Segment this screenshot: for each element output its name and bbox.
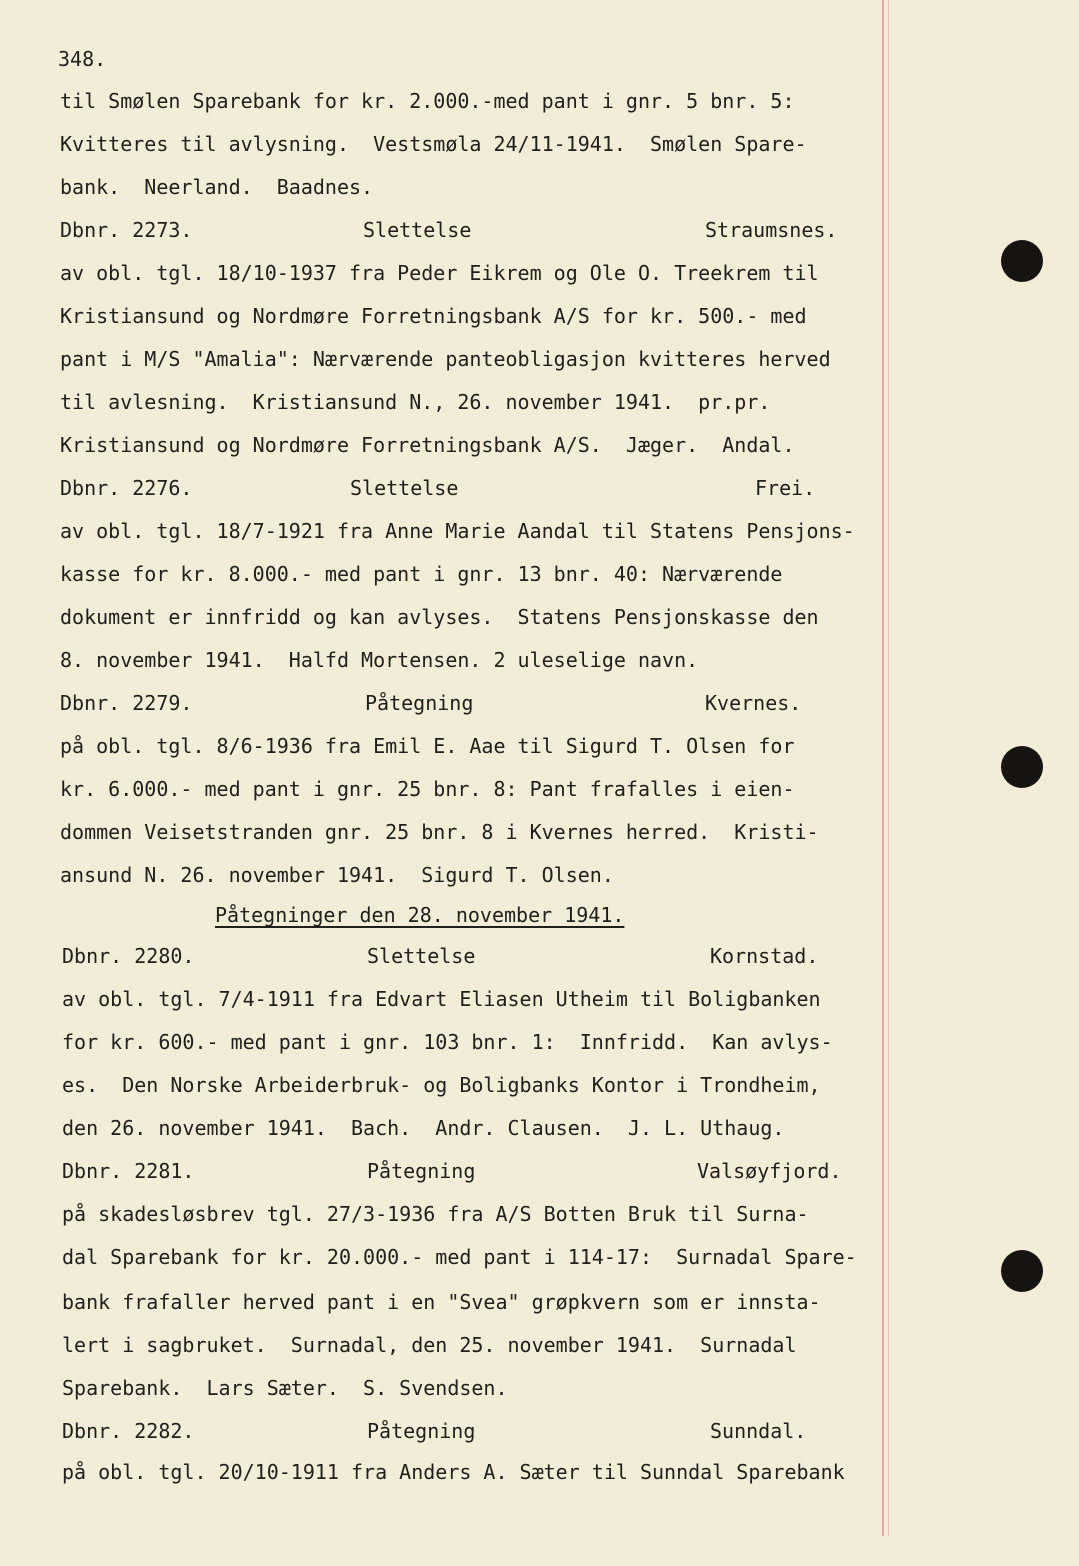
punch-hole (1001, 746, 1043, 788)
line-text: Kristiansund og Nordmøre Forretningsbank A/S for kr. 500.- med (60, 304, 807, 328)
page-number: 348. (58, 47, 107, 71)
line-text: av obl. tgl. 18/7-1921 fra Anne Marie Aandal til Statens Pensjons- (60, 519, 855, 543)
text-line (0, 1070, 880, 1100)
line-text: kr. 6.000.- med pant i gnr. 25 bnr. 8: Pant frafalles i eien- (60, 777, 795, 801)
line-text: Kvitteres til avlysning. Vestsmøla 24/11-1941. Smølen Spare- (60, 132, 807, 156)
text-line (0, 774, 880, 804)
line-text: til avlesning. Kristiansund N., 26. november 1941. pr.pr. (60, 390, 771, 414)
document-number: Dbnr. 2282. (62, 1419, 195, 1443)
entry-place: Sunndal. (710, 1419, 807, 1443)
section-title: Påtegninger den 28. november 1941. (215, 903, 625, 927)
line-text: bank. Neerland. Baadnes. (60, 175, 374, 199)
line-text: av obl. tgl. 7/4-1911 fra Edvart Eliasen Utheim til Boligbanken (62, 987, 821, 1011)
entry-heading (0, 688, 880, 718)
text-line (0, 344, 880, 374)
line-text: Sparebank. Lars Sæter. S. Svendsen. (62, 1376, 508, 1400)
text-line (0, 1287, 880, 1317)
entry-place: Valsøyfjord. (697, 1159, 842, 1183)
entry-heading (0, 1416, 880, 1446)
margin-rule (882, 0, 884, 1536)
line-text: på skadesløsbrev tgl. 27/3-1936 fra A/S Botten Bruk til Surna- (62, 1202, 809, 1226)
text-line (0, 731, 880, 761)
text-line (0, 430, 880, 460)
text-line (0, 602, 880, 632)
punch-hole (1001, 240, 1043, 282)
text-line (0, 817, 880, 847)
text-line (0, 129, 880, 159)
text-line (0, 1242, 880, 1272)
text-line (0, 172, 880, 202)
line-text: dommen Veisetstranden gnr. 25 bnr. 8 i Kvernes herred. Kristi- (60, 820, 819, 844)
entry-type: Påtegning (367, 1419, 476, 1443)
line-text: es. Den Norske Arbeiderbruk- og Boligbanks Kontor i Trondheim, (62, 1073, 821, 1097)
text-line (0, 1113, 880, 1143)
entry-heading (0, 941, 880, 971)
entry-heading (0, 1156, 880, 1186)
page-number-line (0, 44, 880, 74)
line-text: pant i M/S "Amalia": Nærværende panteobligasjon kvitteres herved (60, 347, 831, 371)
line-text: ansund N. 26. november 1941. Sigurd T. Olsen. (60, 863, 614, 887)
text-line (0, 559, 880, 589)
entry-place: Kvernes. (705, 691, 802, 715)
entry-place: Kornstad. (710, 944, 819, 968)
line-text: lert i sagbruket. Surnadal, den 25. november 1941. Surnadal (62, 1333, 797, 1357)
line-text: dokument er innfridd og kan avlyses. Statens Pensjonskasse den (60, 605, 819, 629)
text-line (0, 645, 880, 675)
entry-type: Slettelse (367, 944, 476, 968)
line-text: bank frafaller herved pant i en "Svea" grøpkvern som er innsta- (62, 1290, 821, 1314)
line-text: den 26. november 1941. Bach. Andr. Clausen. J. L. Uthaug. (62, 1116, 785, 1140)
line-text: til Smølen Sparebank for kr. 2.000.-med pant i gnr. 5 bnr. 5: (60, 89, 795, 113)
text-line (0, 387, 880, 417)
document-number: Dbnr. 2279. (60, 691, 193, 715)
text-line (0, 1027, 880, 1057)
section-title-line (0, 900, 880, 930)
line-text: av obl. tgl. 18/10-1937 fra Peder Eikrem og Ole O. Treekrem til (60, 261, 819, 285)
entry-place: Straumsnes. (705, 218, 838, 242)
margin-rule-secondary (888, 0, 889, 1536)
entry-type: Slettelse (350, 476, 459, 500)
line-text: for kr. 600.- med pant i gnr. 103 bnr. 1: Innfridd. Kan avlys- (62, 1030, 833, 1054)
text-line (0, 1199, 880, 1229)
line-text: Kristiansund og Nordmøre Forretningsbank A/S. Jæger. Andal. (60, 433, 795, 457)
line-text: på obl. tgl. 20/10-1911 fra Anders A. Sæter til Sunndal Sparebank (62, 1460, 845, 1484)
line-text: kasse for kr. 8.000.- med pant i gnr. 13 bnr. 40: Nærværende (60, 562, 783, 586)
text-line (0, 860, 880, 890)
text-line (0, 1373, 880, 1403)
line-text: dal Sparebank for kr. 20.000.- med pant i 114-17: Surnadal Spare- (62, 1245, 857, 1269)
entry-place: Frei. (755, 476, 816, 500)
document-number: Dbnr. 2280. (62, 944, 195, 968)
line-text: på obl. tgl. 8/6-1936 fra Emil E. Aae til Sigurd T. Olsen for (60, 734, 795, 758)
document-number: Dbnr. 2273. (60, 218, 193, 242)
punch-hole (1001, 1250, 1043, 1292)
entry-type: Slettelse (363, 218, 472, 242)
text-line (0, 984, 880, 1014)
text-line (0, 516, 880, 546)
text-line (0, 86, 880, 116)
document-number: Dbnr. 2281. (62, 1159, 195, 1183)
line-text: 8. november 1941. Halfd Mortensen. 2 uleselige navn. (60, 648, 699, 672)
entry-heading (0, 473, 880, 503)
text-line (0, 258, 880, 288)
entry-type: Påtegning (365, 691, 474, 715)
entry-type: Påtegning (367, 1159, 476, 1183)
entry-heading (0, 215, 880, 245)
text-line (0, 1457, 880, 1487)
text-line (0, 1330, 880, 1360)
text-line (0, 301, 880, 331)
document-number: Dbnr. 2276. (60, 476, 193, 500)
